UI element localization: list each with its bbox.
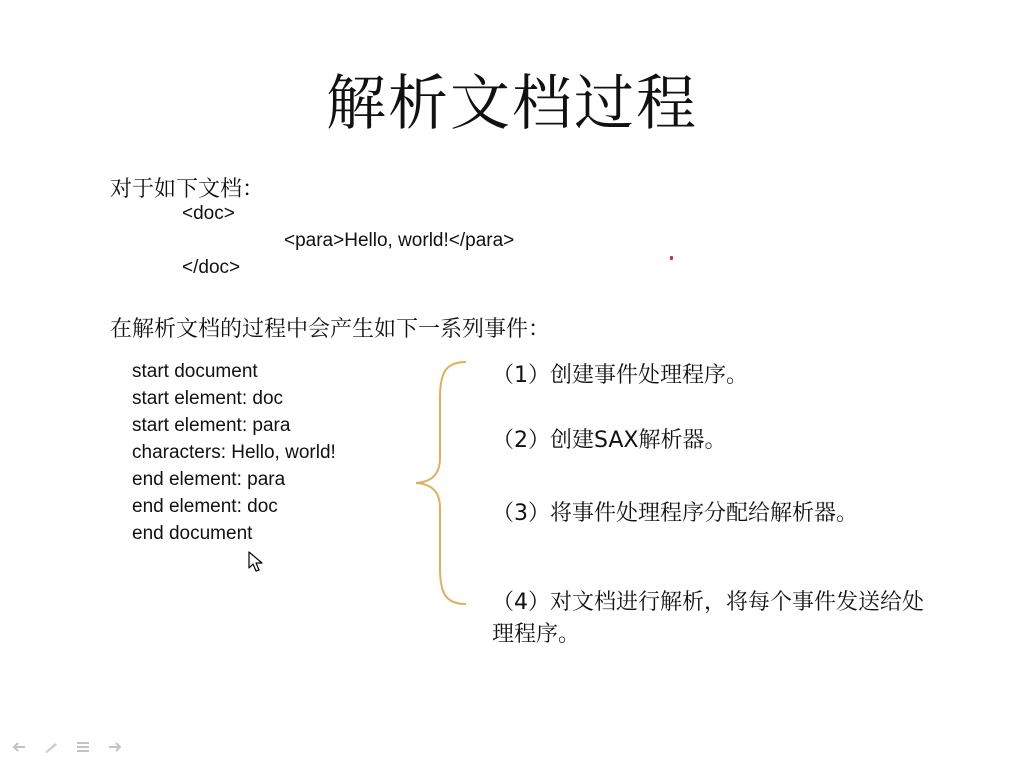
- forward-arrow-icon[interactable]: [106, 740, 124, 754]
- event-item: start document: [132, 361, 258, 382]
- red-speck: [670, 256, 673, 260]
- back-arrow-icon[interactable]: [10, 740, 28, 754]
- step-2: （2）创建SAX解析器。: [492, 428, 727, 453]
- sample-doc-line-1: <doc>: [182, 203, 235, 224]
- events-intro-text: 在解析文档的过程中会产生如下一系列事件：: [110, 317, 551, 342]
- event-item: end element: doc: [132, 496, 278, 517]
- event-item: end document: [132, 523, 253, 544]
- event-list: [132, 358, 336, 547]
- curly-brace-path: [416, 362, 466, 604]
- step-4-line-2: 理程序。: [492, 622, 581, 647]
- mouse-cursor-icon: [248, 551, 264, 573]
- event-item: start element: doc: [132, 388, 284, 409]
- event-item: end element: para: [132, 469, 286, 490]
- sample-doc-line-3: </doc>: [182, 257, 241, 278]
- intro-text: 对于如下文档：: [110, 177, 265, 202]
- sample-doc-line-2: <para>Hello, world!</para>: [284, 230, 515, 251]
- pen-icon[interactable]: [42, 740, 60, 754]
- step-4-line-1: （4）对文档进行解析，将每个事件发送给处: [492, 590, 924, 615]
- step-3: （3）将事件处理程序分配给解析器。: [492, 501, 858, 526]
- curly-brace: [410, 358, 470, 608]
- event-item: start element: para: [132, 415, 291, 436]
- step-1: （1）创建事件处理程序。: [492, 363, 748, 388]
- menu-icon[interactable]: [74, 740, 92, 754]
- slideshow-toolbar: [10, 740, 124, 754]
- event-item: characters: Hello, world!: [132, 442, 336, 463]
- slide-title: 解析文档过程: [326, 69, 698, 139]
